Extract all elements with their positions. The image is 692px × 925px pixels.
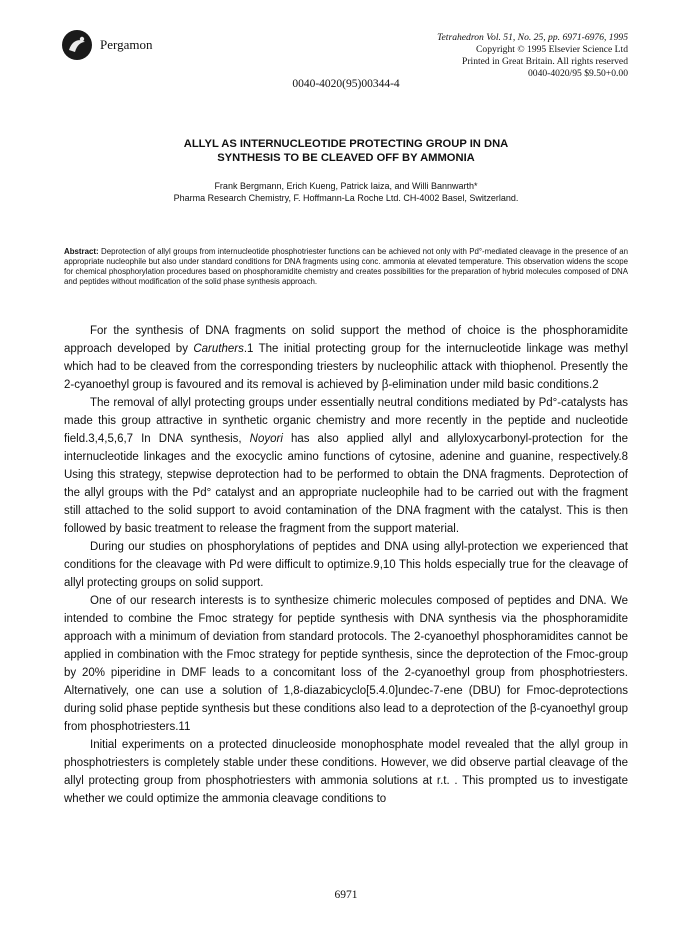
- p1-author-ref: Caruthers: [193, 343, 244, 355]
- title-line-1: ALLYL AS INTERNUCLEOTIDE PROTECTING GROUP IN DNA: [183, 138, 509, 150]
- publisher-header: [62, 30, 152, 60]
- paper-title: [100, 137, 592, 165]
- doi-code: 0040-4020(95)00344-4: [292, 78, 400, 90]
- author-block: [80, 180, 612, 204]
- copyright-line: Copyright © 1995 Elsevier Science Ltd: [476, 44, 628, 55]
- author-affiliation: Pharma Research Chemistry, F. Hoffmann-La Roche Ltd. CH-4002 Basel, Switzerland.: [173, 193, 519, 203]
- abstract-label: Abstract:: [64, 247, 99, 256]
- p2-text-a: The removal of allyl protecting groups under essentially neutral conditions mediated by Pd°-catalysts has made this group attractive in synthetic organic chemistry and more recently in the peptide and nucleotide field.3,4,5,6,7 In DNA synthesis,: [64, 397, 628, 445]
- paragraph-2: [64, 394, 628, 538]
- abstract-text: Deprotection of allyl groups from internucleotide phosphotriester functions can be achieved not only with Pd°-mediated cleavage in the presence of an appropriate nucleophile but also under standard conditions for DNA fragments using conc. ammonia at elevated temperature. This observation widens the scope for chemical phosphorylation procedures based on phosphoramidite chemistry and creates possibilities for the preparation of hybrid molecules composed of DNA and peptides without modification of the solid phase synthesis approach.: [64, 247, 628, 286]
- p2-author-ref: Noyori: [249, 433, 283, 445]
- paragraph-1: [64, 322, 628, 394]
- p1-text-a: For the synthesis of DNA fragments on solid support the method of choice is the phosphoramidite approach developed by: [64, 325, 628, 355]
- title-line-2: SYNTHESIS TO BE CLEAVED OFF BY AMMONIA: [217, 152, 475, 164]
- journal-info: [437, 32, 628, 80]
- page-number: 6971: [334, 889, 358, 901]
- p2-text-b: has also applied allyl and allyloxycarbonyl-protection for the internucleotide linkages and the exocyclic amino functions of cytosine, adenine and guanine, respectively.8 Using this strategy, stepwise deprotection had to be performed to obtain the DNA fragments. Deprotection of the allyl groups with the Pd° catalyst and an appropriate nucleophile had to be carried out with the fragment still attached to the solid support to avoid contamination of the DNA fragment with the catalyst. This is then followed by basic treatment to release the fragment from the support material.: [64, 433, 628, 535]
- printed-line: Printed in Great Britain. All rights reserved: [462, 56, 628, 67]
- author-names: Frank Bergmann, Erich Kueng, Patrick Iaiza, and Willi Bannwarth*: [214, 181, 478, 191]
- abstract: [64, 247, 628, 287]
- publisher-name: Pergamon: [100, 37, 153, 52]
- body-text: [64, 322, 628, 808]
- journal-citation: Tetrahedron Vol. 51, No. 25, pp. 6971-6976, 1995: [437, 32, 628, 43]
- price-line: 0040-4020/95 $9.50+0.00: [527, 68, 628, 79]
- paragraph-5: Initial experiments on a protected dinucleoside monophosphate model revealed that the allyl group in phosphotriesters is completely stable under these conditions. However, we did observe partial cleavage of the allyl protecting group from phosphotriesters with ammonia solutions at r.t. . This prompted us to investigate whether we could optimize the ammonia cleavage conditions to: [64, 739, 628, 805]
- paragraph-3: During our studies on phosphorylations of peptides and DNA using allyl-protection we experienced that conditions for the cleavage with Pd were difficult to optimize.9,10 This holds especially true for the cleavage of allyl protecting groups on solid support.: [64, 541, 628, 589]
- p1-text-b: The initial protecting group for the internucleotide linkage was methyl which had to be cleaved from the corresponding triesters by nucleophilic attack with thiophenol. Presently the 2-cyanoethyl group is favoured and its removal is achieved by β-elimination under mild basic conditions.2: [64, 343, 629, 391]
- paragraph-4: One of our research interests is to synthesize chimeric molecules composed of peptides and DNA. We intended to combine the Fmoc strategy for peptide synthesis with DNA synthesis via the phosphoramidite approach with a minimum of deviation from standard protocols. The 2-cyanoethyl phosphoramidites cannot be applied in combination with the Fmoc strategy for peptide synthesis, since the deprotection of the Fmoc-group by 20% piperidine in DMF leads to a concomitant loss of the 2-cyanoethyl group from phosphotriesters. Alternatively, one can use a solution of 1,8-diazabicyclo[5.4.0]undec-7-ene (DBU) for Fmoc-deprotections during solid phase peptide synthesis but these conditions also lead to a deprotection of the β-cyanoethyl group from phosphotriesters.11: [64, 595, 628, 733]
- p1-ref: .1: [243, 343, 254, 355]
- publisher-logo-icon: [62, 30, 92, 60]
